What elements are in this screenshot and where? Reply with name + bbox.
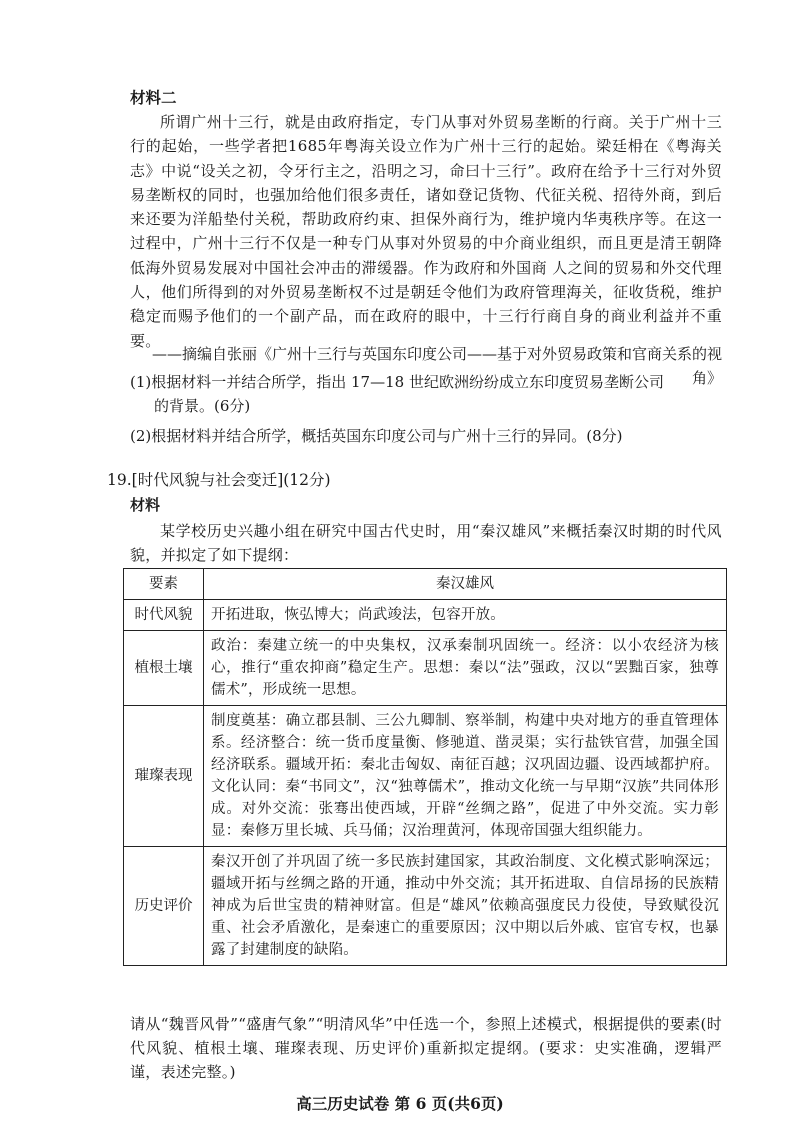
table-header-row xyxy=(124,569,727,600)
row-key-cell: 历史评价 xyxy=(124,847,204,966)
row-value-cell: 制度奠基：确立郡县制、三公九卿制、察举制，构建中央对地方的垂直管理体系。经济整合：统一货币度量衡、修驰道、凿灵渠；实行盐铁官营，加强全国经济联系。疆域开拓：秦北击匈奴、南征百越；汉巩固边疆、设西域都护府。文化认同：秦“书同文”，汉“独尊儒术”，推动文化统一与早期“汉族”共同体形成。对外交流：张骞出使西域，开辟“丝绸之路”，促进了中外交流。实力彰显：秦修万里长城、兵马俑；汉治理黄河，体现帝国强大组织能力。 xyxy=(204,706,727,847)
row-key-cell: 植根土壤 xyxy=(124,631,204,706)
table-row xyxy=(124,631,727,706)
table-row xyxy=(124,706,727,847)
header-key-cell: 要素 xyxy=(124,569,204,600)
row-key-cell: 时代风貌 xyxy=(124,600,204,631)
question-19-intro: 某学校历史兴趣小组在研究中国古代史时，用“秦汉雄风”来概括秦汉时期的时代风貌，并拟定了如下提纲： xyxy=(130,522,722,564)
question-1-line-2: 的背景。(6分) xyxy=(154,397,251,415)
row-value-cell: 开拓进取，恢弘博大；尚武竣法，包容开放。 xyxy=(204,600,727,631)
question-19-title: 19.[时代风貌与社会变迁](12分) xyxy=(107,471,331,489)
header-title-cell: 秦汉雄风 xyxy=(204,569,727,600)
table-row xyxy=(124,847,727,966)
row-key-cell: 璀璨表现 xyxy=(124,706,204,847)
row-value-cell: 秦汉开创了并巩固了统一多民族封建国家，其政治制度、文化模式影响深远；疆域开拓与丝绸之路的开通，推动中外交流；其开拓进取、自信昂扬的民族精神成为后世宝贵的精神财富。但是“雄风”依赖高强度民力役使，导致赋役沉重、社会矛盾激化，是秦速亡的重要原因；汉中期以后外戚、宦官专权，也暴露了封建制度的缺陷。 xyxy=(204,847,727,966)
question-2: (2)根据材料并结合所学，概括英国东印度公司与广州十三行的异同。(8分) xyxy=(130,427,623,445)
material-2-paragraph: 所谓广州十三行，就是由政府指定，专门从事对外贸易垄断的行商。关于广州十三行的起始，一些学者把1685年粤海关设立作为广州十三行的起始。梁廷枏在《粤海关志》中说“设关之初，令牙行主之，沿明之习，命曰十三行”。政府在给予十三行对外贸易垄断权的同时，也强加给他们很多责任，诸如登记货物、代征关税、招待外商，到后来还要为洋船垫付关税，帮助政府约束、担保外商行为，维护境内华夷秩序等。在这一过程中，广州十三行不仅是一种专门从事对外贸易的中介商业组织，而且更是清王朝降低海外贸易发展对中国社会冲击的滞缓器。作为政府和外国商 人之间的贸易和外交代理人，他们所得到的对外贸易垄断权不过是朝廷令他们为政府管理海关，征收货税，维护稳定而赐予他们的一个副产品，而在政府的眼中，十三行行商自身的商业利益并不重要。 xyxy=(130,113,722,350)
question-1-line-1: (1)根据材料一并结合所学，指出 17—18 世纪欧洲纷纷成立东印度贸易垄断公司 xyxy=(130,373,664,391)
page-footer: 高三历史试卷 第 6 页(共6页) xyxy=(296,1094,504,1113)
material-2-heading: 材料二 xyxy=(130,88,177,107)
question-19-instruction: 请从“魏晋风骨”“盛唐气象”“明清风华”中任选一个，参照上述模式，根据提供的要素(时代风貌、植根土壤、璀璨表现、历史评价)重新拟定提纲。(要求：史实准确，逻辑严谨，表述完整。) xyxy=(130,1015,722,1081)
material-2-citation: ——摘编自张丽《广州十三行与英国东印度公司——基于对外贸易政策和官商关系的视角》 xyxy=(151,345,722,387)
table-row xyxy=(124,600,727,631)
outline-table xyxy=(123,568,727,966)
question-19-material-label: 材料 xyxy=(130,496,161,514)
row-value-cell: 政治：秦建立统一的中央集权，汉承秦制巩固统一。经济：以小农经济为核心，推行“重农抑商”稳定生产。思想：秦以“法”强政，汉以“罢黜百家，独尊儒术”，形成统一思想。 xyxy=(204,631,727,706)
question-1 xyxy=(130,370,730,418)
